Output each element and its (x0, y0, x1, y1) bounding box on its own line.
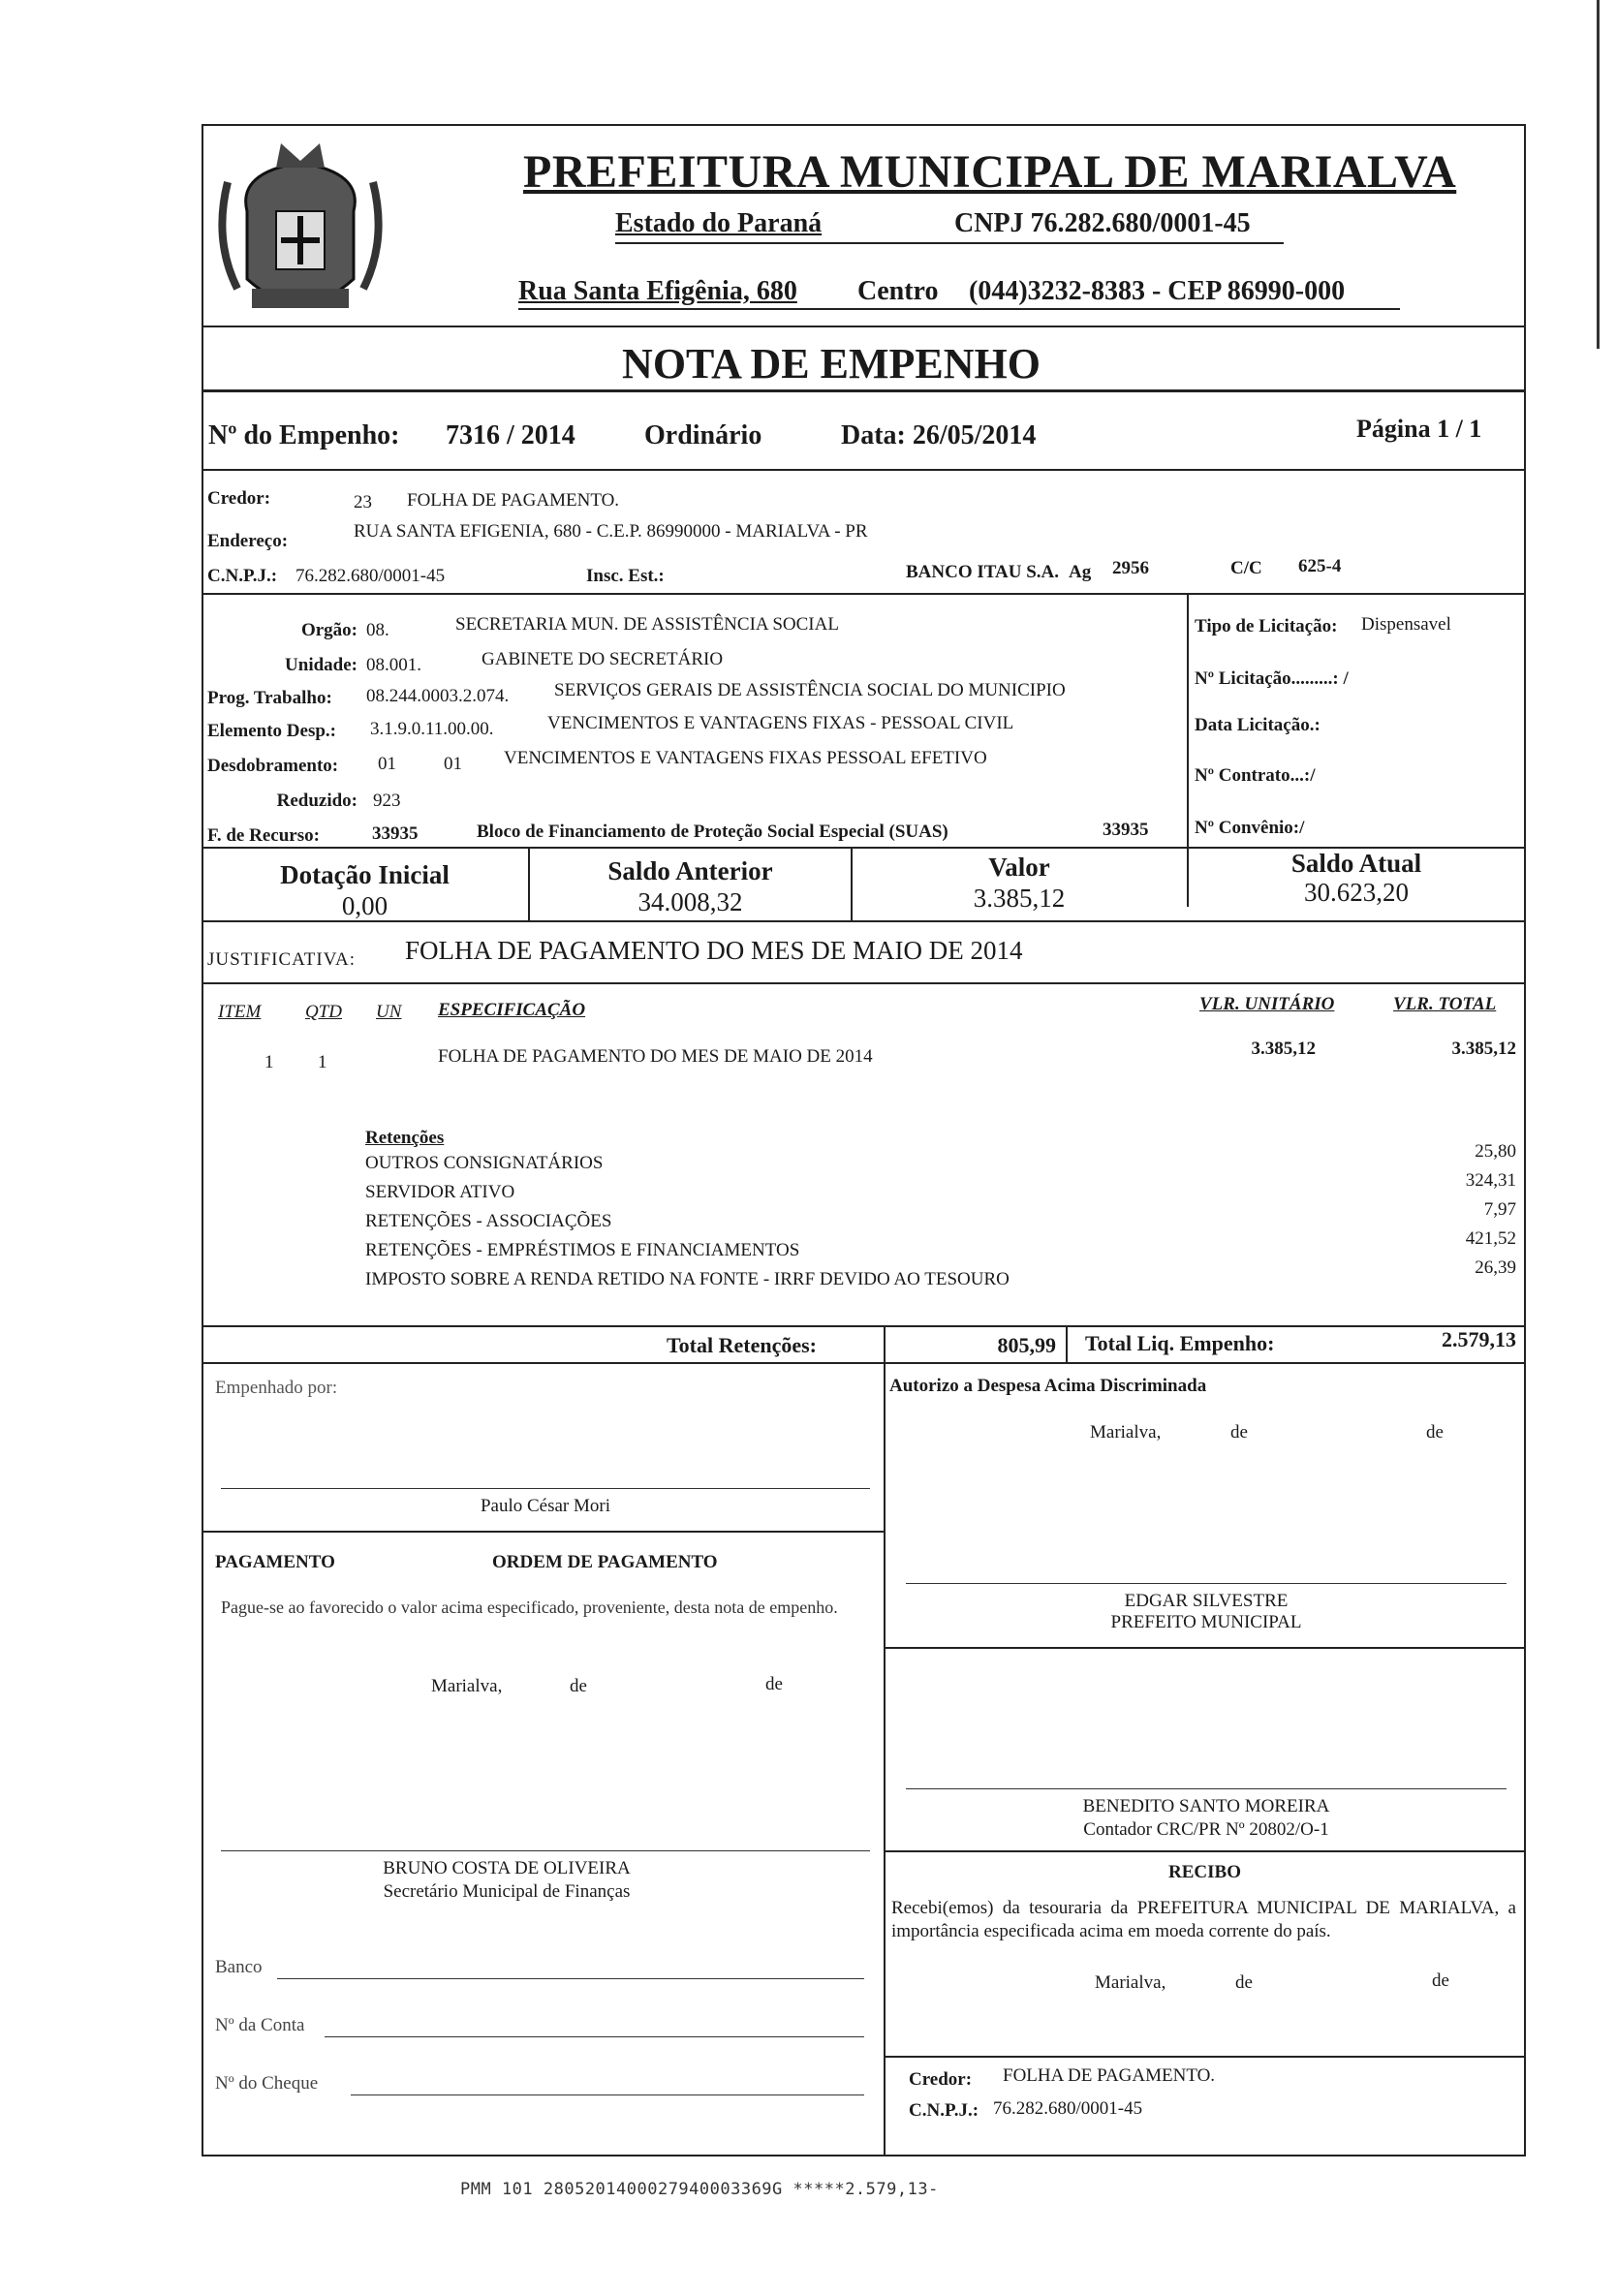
signer-empenho: Paulo César Mori (480, 1496, 611, 1516)
orgao-code: 08. (366, 620, 389, 640)
autorizo-de1: de (1230, 1422, 1248, 1443)
total-retencoes-value: 805,99 (997, 1333, 1056, 1357)
coat-of-arms-icon (208, 143, 392, 337)
recibo-text: Recebi(emos) da tesouraria da PREFEITURA MUNICIPAL DE MARIALVA, a importância especificada acima em moeda corrente do país. (891, 1898, 1516, 1941)
col-vlr-unitario: VLR. UNITÁRIO (1199, 994, 1335, 1014)
autorizo-label: Autorizo a Despesa Acima Discriminada (889, 1376, 1207, 1396)
prefeito-name: EDGAR SILVESTRE (1124, 1591, 1289, 1611)
num-contrato: Nº Contrato...:/ (1195, 765, 1316, 786)
desdobramento-desc: VENCIMENTOS E VANTAGENS FIXAS PESSOAL EFETIVO (504, 748, 987, 768)
recurso-label: F. de Recurso: (207, 825, 320, 846)
credor-label: Credor: (207, 488, 271, 509)
cnpj-value: 76.282.680/0001-45 (295, 566, 446, 586)
empenho-date: Data: 26/05/2014 (841, 420, 1037, 450)
pagamento-label: PAGAMENTO (215, 1552, 335, 1572)
autorizo-city: Marialva, (1090, 1422, 1162, 1443)
recibo-title: RECIBO (1168, 1862, 1241, 1882)
num-licitacao: Nº Licitação.........: / (1195, 668, 1349, 689)
cnpj-header: CNPJ 76.282.680/0001-45 (954, 208, 1251, 238)
unidade-label: Unidade: (285, 655, 357, 675)
banco-label: Banco (215, 1957, 263, 1977)
item-unit-value: 3.385,12 (1251, 1039, 1316, 1059)
secretario-title: Secretário Municipal de Finanças (383, 1881, 631, 1902)
item-qtd: 1 (318, 1052, 327, 1072)
pagamento-de2: de (765, 1674, 783, 1694)
col-qtd: QTD (305, 1002, 343, 1022)
recurso-code: 33935 (372, 823, 419, 844)
prog-trabalho-code: 08.244.0003.2.074. (366, 686, 510, 706)
saldo-atual-value: 30.623,20 (1304, 878, 1409, 907)
ordem-pagamento-label: ORDEM DE PAGAMENTO (492, 1552, 718, 1572)
account-value: 625-4 (1298, 556, 1342, 576)
bank-name: BANCO ITAU S.A. (906, 562, 1060, 582)
pagamento-city: Marialva, (431, 1676, 503, 1696)
item-total-value: 3.385,12 (1451, 1039, 1516, 1059)
item-number: 1 (264, 1052, 274, 1072)
dotacao-inicial-label: Dotação Inicial (280, 860, 450, 889)
prog-trabalho-desc: SERVIÇOS GERAIS DE ASSISTÊNCIA SOCIAL DO MUNICIPIO (554, 680, 1066, 700)
cheque-label: Nº do Cheque (215, 2073, 319, 2094)
tipo-licitacao-label: Tipo de Licitação: (1195, 616, 1338, 636)
contador-title: Contador CRC/PR Nº 20802/O-1 (1083, 1819, 1329, 1840)
endereco-value: RUA SANTA EFIGENIA, 680 - C.E.P. 86990000 - MARIALVA - PR (354, 521, 868, 542)
street-label: Rua Santa Efigênia, 680 (518, 276, 797, 306)
empenho-number-label: Nº do Empenho: (208, 420, 400, 450)
unidade-desc: GABINETE DO SECRETÁRIO (482, 649, 724, 669)
prefeito-title: PREFEITO MUNICIPAL (1110, 1612, 1302, 1632)
saldo-anterior-value: 34.008,32 (637, 887, 743, 916)
tipo-licitacao-value: Dispensavel (1361, 614, 1451, 635)
desdobramento-code2: 01 (444, 754, 462, 774)
reduzido-value: 923 (373, 791, 401, 811)
empenhado-por-label: Empenhado por: (215, 1378, 338, 1398)
secretario-name: BRUNO COSTA DE OLIVEIRA (383, 1858, 631, 1878)
desdobramento-label: Desdobramento: (207, 756, 339, 776)
col-especificacao: ESPECIFICAÇÃO (438, 1000, 586, 1020)
recibo-credor-label: Credor: (909, 2069, 973, 2090)
municipality-title: PREFEITURA MUNICIPAL DE MARIALVA (523, 146, 1457, 198)
page-number: Página 1 / 1 (1356, 415, 1482, 443)
retencao-value: 324,31 (1465, 1170, 1516, 1191)
contador-name: BENEDITO SANTO MOREIRA (1082, 1796, 1330, 1816)
orgao-label: Orgão: (300, 620, 357, 640)
recibo-de2: de (1432, 1970, 1449, 1991)
recurso-code-2: 33935 (1103, 820, 1149, 840)
agency-label: Ag (1069, 562, 1092, 582)
col-un: UN (376, 1002, 402, 1022)
justificativa-label: JUSTIFICATIVA: (207, 949, 357, 970)
unidade-code: 08.001. (366, 655, 421, 675)
pague-text: Pague-se ao favorecido o valor acima especificado, proveniente, desta nota de empenho. (221, 1598, 838, 1617)
account-label: C/C (1230, 558, 1262, 578)
state-label: Estado do Paraná (615, 208, 823, 238)
justificativa-text: FOLHA DE PAGAMENTO DO MES DE MAIO DE 2014 (405, 936, 1023, 965)
insc-est-label: Insc. Est.: (586, 566, 665, 586)
agency-value: 2956 (1112, 558, 1149, 578)
recibo-cnpj-value: 76.282.680/0001-45 (993, 2098, 1143, 2119)
recurso-desc: Bloco de Financiamento de Proteção Social Especial (SUAS) (477, 822, 948, 842)
saldo-anterior-label: Saldo Anterior (607, 856, 773, 885)
saldo-atual-label: Saldo Atual (1290, 849, 1422, 878)
retencao-label: RETENÇÕES - EMPRÉSTIMOS E FINANCIAMENTOS (365, 1240, 800, 1260)
empenho-type: Ordinário (644, 420, 762, 450)
orgao-desc: SECRETARIA MUN. DE ASSISTÊNCIA SOCIAL (455, 614, 839, 635)
retencao-value: 25,80 (1475, 1141, 1516, 1162)
reduzido-label: Reduzido: (276, 791, 357, 811)
retencao-label: OUTROS CONSIGNATÁRIOS (365, 1153, 604, 1173)
col-item: ITEM (218, 1002, 262, 1022)
retencao-value: 421,52 (1465, 1228, 1516, 1249)
recibo-city: Marialva, (1095, 1972, 1166, 1993)
desdobramento-code1: 01 (378, 754, 396, 774)
credor-code: 23 (354, 492, 372, 512)
retencao-label: RETENÇÕES - ASSOCIAÇÕES (365, 1211, 612, 1231)
total-retencoes-label: Total Retenções: (667, 1333, 817, 1357)
recibo-credor-value: FOLHA DE PAGAMENTO. (1003, 2065, 1216, 2086)
total-liquido-value: 2.579,13 (1442, 1327, 1516, 1351)
endereco-label: Endereço: (207, 531, 289, 551)
col-vlr-total: VLR. TOTAL (1393, 994, 1497, 1014)
district-label: Centro (857, 276, 939, 306)
elemento-desc: VENCIMENTOS E VANTAGENS FIXAS - PESSOAL CIVIL (547, 713, 1014, 733)
retencao-label: IMPOSTO SOBRE A RENDA RETIDO NA FONTE - IRRF DEVIDO AO TESOURO (365, 1269, 1010, 1289)
elemento-label: Elemento Desp.: (207, 721, 336, 741)
conta-label: Nº da Conta (215, 2015, 305, 2035)
recibo-cnpj-label: C.N.P.J.: (909, 2100, 979, 2121)
cnpj-label: C.N.P.J.: (207, 566, 278, 586)
retencao-value: 26,39 (1475, 1257, 1516, 1278)
item-desc: FOLHA DE PAGAMENTO DO MES DE MAIO DE 2014 (438, 1046, 873, 1067)
dotacao-inicial-value: 0,00 (341, 891, 388, 920)
retencoes-title: Retenções (365, 1128, 445, 1148)
autorizo-de2: de (1426, 1422, 1444, 1443)
credor-name: FOLHA DE PAGAMENTO. (407, 490, 620, 511)
doc-title: NOTA DE EMPENHO (622, 340, 1041, 388)
data-licitacao: Data Licitação.: (1195, 715, 1321, 735)
recibo-de1: de (1235, 1972, 1253, 1993)
num-convenio: Nº Convênio:/ (1195, 818, 1305, 838)
elemento-code: 3.1.9.0.11.00.00. (370, 719, 494, 739)
valor-value: 3.385,12 (973, 884, 1066, 913)
retencao-value: 7,97 (1483, 1199, 1516, 1220)
valor-label: Valor (988, 853, 1050, 882)
phone-cep-label: (044)3232-8383 - CEP 86990-000 (969, 276, 1346, 306)
total-liquido-label: Total Liq. Empenho: (1085, 1331, 1275, 1355)
retencao-label: SERVIDOR ATIVO (365, 1182, 515, 1202)
empenho-number: 7316 / 2014 (446, 420, 575, 450)
barcode-text: PMM 101 2805201400027940003369G *****2.579,13- (460, 2180, 939, 2199)
prog-trabalho-label: Prog. Trabalho: (207, 688, 332, 708)
pagamento-de1: de (570, 1676, 587, 1696)
